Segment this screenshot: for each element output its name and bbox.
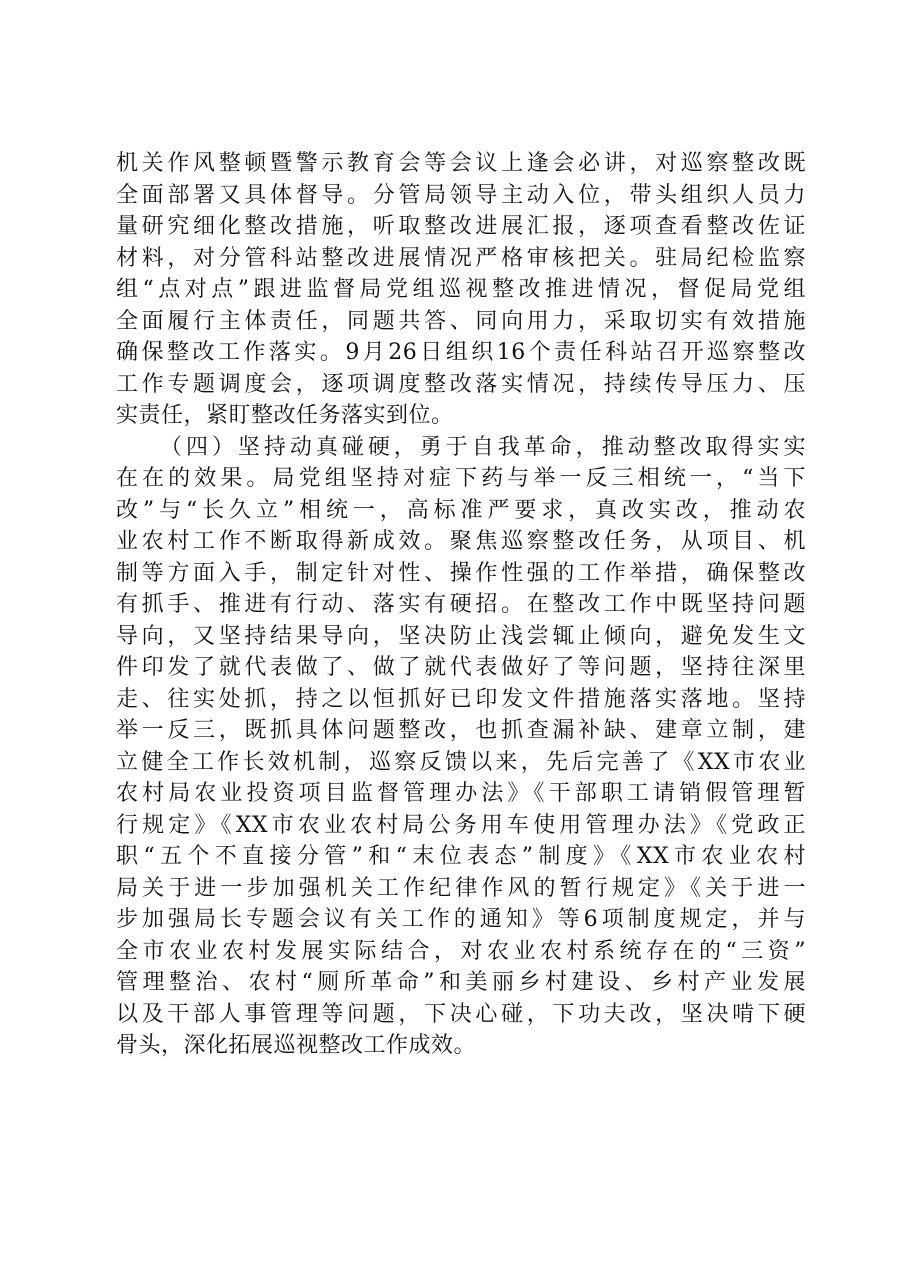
text-line: 在在的效果。局党组坚持对症下药与举一反三相统一，“当下 [116, 466, 806, 491]
text-line: 机关作风整顿暨警示教育会等会议上逢会必讲，对巡察整改既 [116, 151, 806, 176]
text-line: 有抓手、推进有行动、落实有硬招。在整改工作中既坚持问题 [116, 592, 806, 617]
text-line: 工作专题调度会，逐项调度整改落实情况，持续传导压力、压 [116, 371, 806, 397]
text-line: 行规定》《XX市农业农村局公务用车使用管理办法》《党政正 [116, 812, 806, 838]
text-line: 组“点对点”跟进监督局党组巡视整改推进情况，督促局党组 [116, 277, 806, 302]
text-line: 举一反三，既抓具体问题整改，也抓查漏补缺、建章立制，建 [116, 718, 806, 743]
text-line: 全市农业农村发展实际结合，对农业农村系统存在的“三资” [116, 938, 806, 964]
text-line: （四）坚持动真碰硬，勇于自我革命，推动整改取得实实 [160, 434, 806, 460]
text-line: 材料，对分管科站整改进展情况严格审核把关。驻局纪检监察 [116, 245, 806, 271]
paragraph-2 [116, 432, 806, 1062]
text-line: 件印发了就代表做了、做了就代表做好了等问题，坚持往深里 [116, 655, 806, 680]
text-line: 立健全工作长效机制，巡察反馈以来，先后完善了《XX市农业 [116, 749, 806, 775]
text-line: 改”与“长久立”相统一，高标准严要求，真改实改，推动农 [116, 497, 806, 523]
document-page [116, 148, 806, 1062]
text-line: 管理整治、农村“厕所革命”和美丽乡村建设、乡村产业发展 [116, 970, 806, 995]
text-line: 农村局农业投资项目监督管理办法》《干部职工请销假管理暂 [116, 781, 806, 806]
text-line: 全面部署又具体督导。分管局领导主动入位，带头组织人员力 [116, 182, 806, 208]
text-line: 量研究细化整改措施，听取整改进展汇报，逐项查看整改佐证 [116, 214, 806, 239]
paragraph-1 [116, 148, 806, 432]
text-line: 实责任，紧盯整改任务落实到位。 [116, 403, 454, 428]
text-line: 走、往实处抓，持之以恒抓好已印发文件措施落实落地。坚持 [116, 686, 806, 712]
text-line: 导向，又坚持结果导向，坚决防止浅尝辄止倾向，避免发生文 [116, 623, 806, 649]
text-line: 步加强局长专题会议有关工作的通知》等6项制度规定，并与 [116, 907, 806, 932]
text-line: 职“五个不直接分管”和“末位表态”制度》《XX市农业农村 [116, 844, 806, 869]
text-line: 业农村工作不断取得新成效。聚焦巡察整改任务，从项目、机 [116, 529, 806, 554]
text-line: 局关于进一步加强机关工作纪律作风的暂行规定》《关于进一 [116, 875, 806, 901]
text-line: 以及干部人事管理等问题，下决心碰，下功夫改，坚决啃下硬 [116, 1001, 806, 1027]
text-line: 确保整改工作落实。9月26日组织16个责任科站召开巡察整改 [116, 340, 806, 365]
text-line: 制等方面入手，制定针对性、操作性强的工作举措，确保整改 [116, 560, 806, 586]
text-line: 骨头，深化拓展巡视整改工作成效。 [116, 1033, 477, 1058]
text-line: 全面履行主体责任，同题共答、同向用力，采取切实有效措施 [116, 308, 806, 334]
